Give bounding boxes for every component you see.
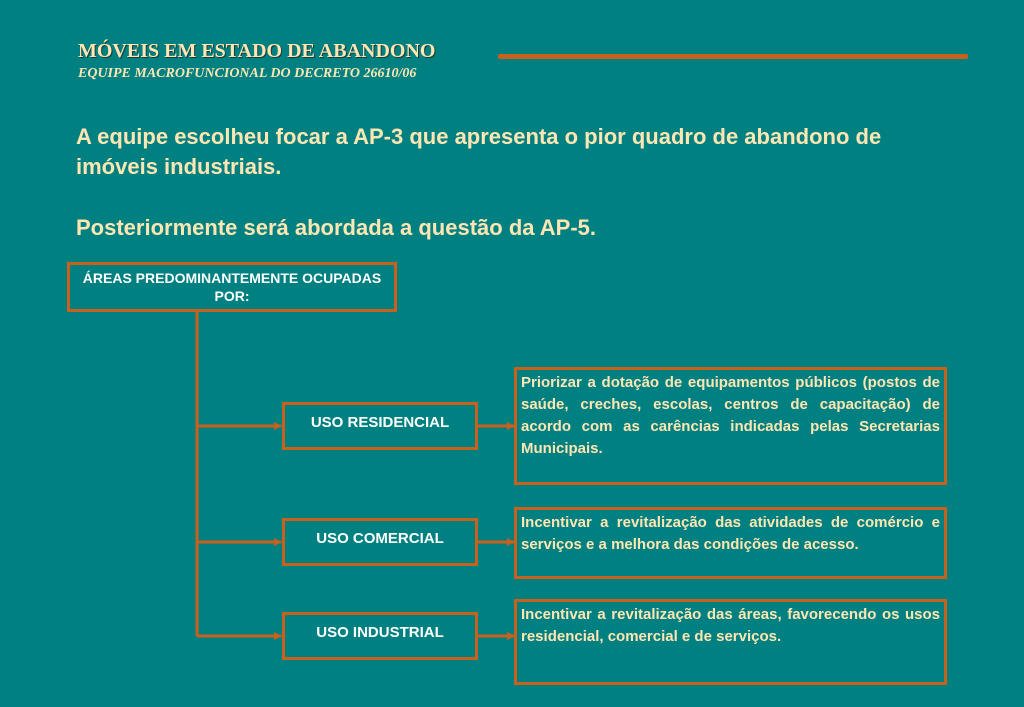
comercial-description-box: Incentivar a revitalização das atividades de comércio e serviços e a melhora das condições de acesso. (514, 507, 947, 579)
industrial-description-box: Incentivar a revitalização das áreas, favorecendo os usos residencial, comercial e de serviços. (514, 599, 947, 685)
page-subtitle: EQUIPE MACROFUNCIONAL DO DECRETO 26610/06 (78, 66, 417, 81)
intro-paragraph-1: A equipe escolheu focar a AP-3 que apresenta o pior quadro de abandono de imóveis industriais. (76, 124, 882, 179)
uso-comercial-box: USO COMERCIAL (282, 518, 478, 566)
uso-residencial-box: USO RESIDENCIAL (282, 402, 478, 450)
page-title: MÓVEIS EM ESTADO DE ABANDONO (78, 40, 436, 62)
residencial-description-box: Priorizar a dotação de equipamentos públicos (postos de saúde, creches, escolas, centros de capacitação) de acordo com as carências indicadas pelas Secretarias Municipais. (514, 367, 947, 485)
intro-paragraph-2: Posteriormente será abordada a questão da AP-5. (76, 215, 597, 240)
uso-industrial-box: USO INDUSTRIAL (282, 612, 478, 660)
root-box: ÁREAS PREDOMINANTEMENTE OCUPADAS POR: (67, 262, 397, 312)
